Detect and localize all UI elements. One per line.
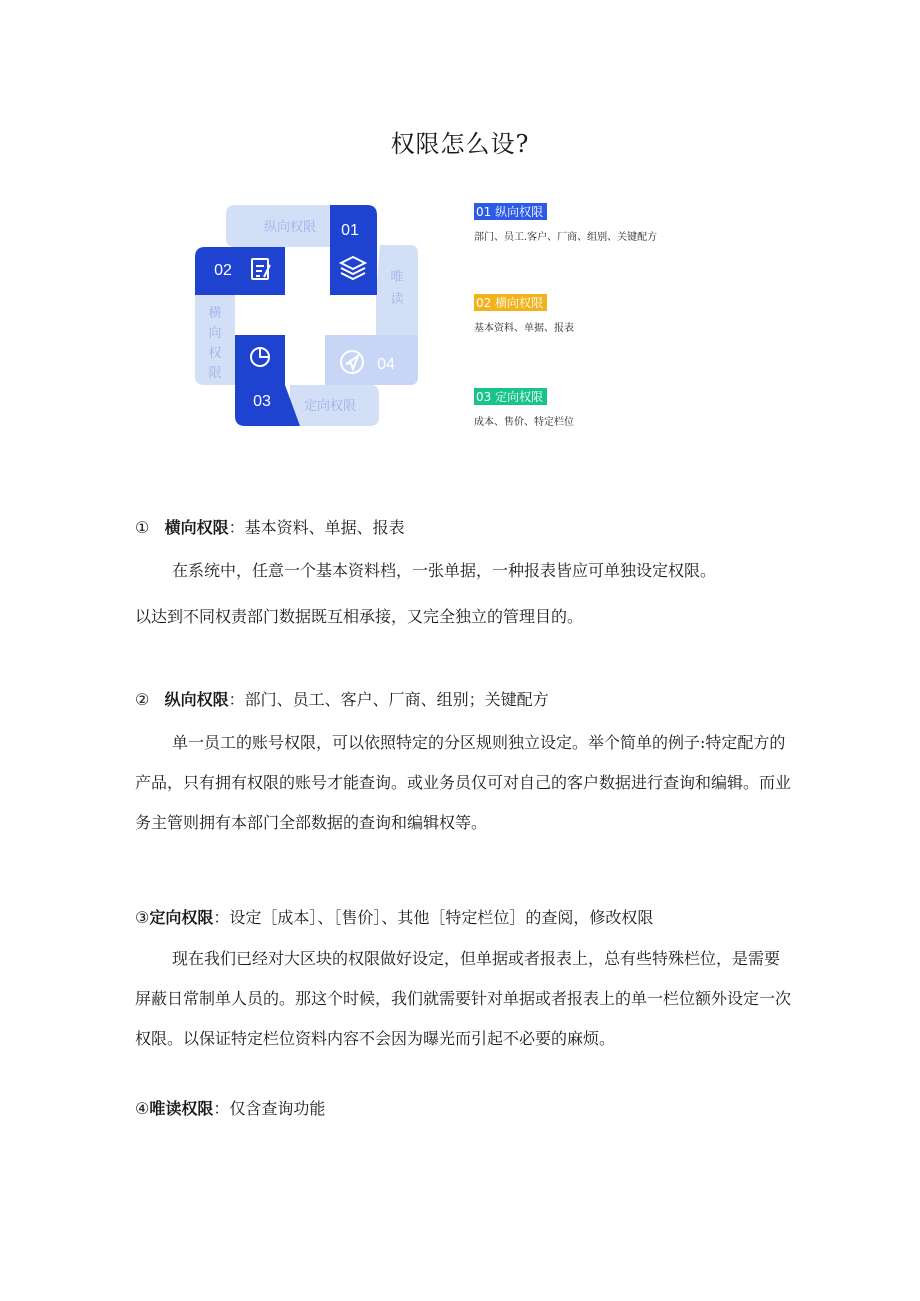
seg02-label-char: 横	[208, 306, 222, 321]
legend-tag-01: 01 纵向权限	[474, 203, 547, 220]
seg02-label-char: 向	[208, 326, 222, 341]
page-title: 权限怎么设?	[390, 130, 530, 158]
section-2-marker: ②	[135, 690, 150, 709]
seg04-label-char: 唯	[390, 270, 404, 285]
section-3-label: 定向权限	[149, 908, 214, 927]
seg02-number: 02	[214, 262, 232, 279]
seg01-number: 01	[341, 222, 359, 239]
section-3-marker: ③	[135, 908, 150, 927]
section-2-body: 单一员工的账号权限，可以依照特定的分区规则独立设定。举个简单的例子:特定配方的产品，只有拥有权限的账号才能查询。或业务员仅可对自己的客户数据进行查询和编辑。而业务主管则拥有本部门全部数据的查询和编辑权等。	[135, 733, 792, 832]
seg04-light-bar	[376, 245, 418, 335]
section-2-heading	[135, 687, 549, 710]
section-2-label: 纵向权限	[164, 690, 229, 709]
legend-item-03	[474, 386, 574, 428]
seg02-dark-block	[195, 247, 285, 295]
legend-item-02	[474, 292, 574, 334]
seg02-label-char: 限	[208, 366, 222, 381]
section-3-body: 现在我们已经对大区块的权限做好设定，但单据或者报表上，总有些特殊栏位，是需要屏蔽日常制单人员的。那这个时候，我们就需要针对单据或者报表上的单一栏位额外设定一次权限。以保证特定栏位资料内容不会因为曝光而引起不必要的麻烦。	[135, 949, 792, 1048]
section-1-rest: ：基本资料、单据、报表	[228, 518, 405, 537]
seg03-number: 03	[253, 393, 271, 410]
permission-diagram	[190, 195, 430, 435]
legend-desc-03: 成本、售价、特定栏位	[474, 417, 574, 428]
section-1-marker: ①	[135, 518, 150, 537]
section-1-body-2: 以达到不同权责部门数据既互相承接，又完全独立的管理目的。	[135, 607, 584, 626]
legend-tag-03: 03 定向权限	[474, 388, 547, 405]
section-1-label: 横向权限	[164, 518, 229, 537]
legend-tag-02: 02 横向权限	[474, 294, 547, 311]
section-3-rest: ：设定［成本］、［售价］、其他［特定栏位］的查阅，修改权限	[213, 908, 654, 927]
seg01-dark-block	[330, 205, 377, 295]
seg04-light-block	[325, 335, 418, 385]
legend-desc-02: 基本资料、单据、报表	[474, 323, 574, 334]
seg04-label-char: 读	[390, 292, 404, 307]
seg01-label: 纵向权限	[263, 220, 317, 235]
section-2-rest: ：部门、员工、客户、厂商、组别；关键配方	[228, 690, 549, 709]
seg03-label: 定向权限	[303, 399, 357, 414]
permission-cross-graphic	[190, 195, 430, 435]
section-1-heading	[135, 515, 405, 538]
legend-item-01	[474, 201, 657, 243]
legend-desc-01: 部门、员工.客户、厂商、组别、关键配方	[474, 232, 658, 243]
section-4-marker: ④	[135, 1099, 150, 1118]
section-4-heading	[135, 1096, 325, 1119]
seg04-number: 04	[377, 356, 395, 373]
section-3-heading	[135, 905, 653, 928]
section-1-body-1: 在系统中，任意一个基本资料档，一张单据，一种报表皆应可单独设定权限。	[172, 561, 717, 580]
section-4-rest: ：仅含查询功能	[213, 1099, 326, 1118]
seg02-label-char: 权	[208, 346, 222, 361]
section-4-label: 唯读权限	[149, 1099, 214, 1118]
